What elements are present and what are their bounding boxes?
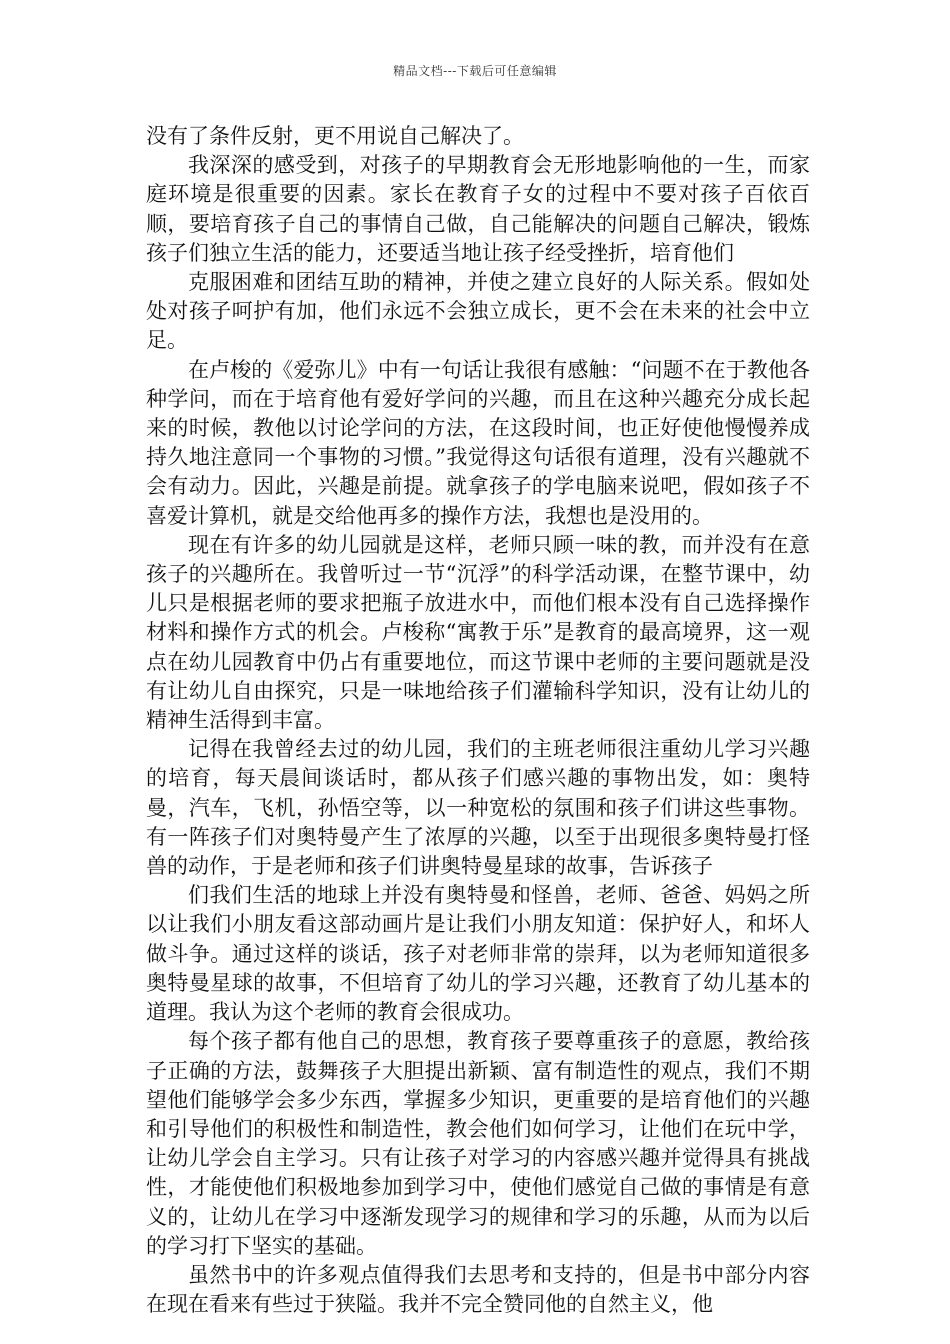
paragraph: 虽然书中的许多观点值得我们去思考和支持的，但是书中部分内容在现在看来有些过于狭隘。我并不完全赞同他的自然主义，他: [146, 1262, 810, 1317]
paragraph: 在卢梭的《爱弥儿》中有一句话让我很有感触：“问题不在于教他各种学问，而在于培育他有爱好学问的兴趣，而且在这种兴趣充分成长起来的时候，教他以讨论学问的方法，在这段时间，也正好使他慢慢养成持久地注意同一个事物的习惯。”我觉得这句话很有道理，没有兴趣就不会有动力。因此，兴趣是前提。就拿孩子的学电脑来说吧，假如孩子不喜爱计算机，就是交给他再多的操作方法，我想也是没用的。: [146, 357, 810, 528]
paragraph: 记得在我曾经去过的幼儿园，我们的主班老师很注重幼儿学习兴趣的培育，每天晨间谈话时，都从孩子们感兴趣的事物出发，如：奥特曼，汽车，飞机，孙悟空等，以一种宽松的氛围和孩子们讲这些事物。有一阵孩子们对奥特曼产生了浓厚的兴趣，以至于出现很多奥特曼打怪兽的动作，于是老师和孩子们讲奥特曼星球的故事，告诉孩子: [146, 737, 810, 879]
paragraph: 们我们生活的地球上并没有奥特曼和怪兽，老师、爸爸、妈妈之所以让我们小朋友看这部动画片是让我们小朋友知道：保护好人，和坏人做斗争。通过这样的谈话，孩子对老师非常的崇拜，以为老师知道很多奥特曼星球的故事，不但培育了幼儿的学习兴趣，还教育了幼儿基本的道理。我认为这个老师的教育会很成功。: [146, 883, 810, 1025]
page-header: 精品文档---下载后可任意编辑: [393, 64, 557, 78]
paragraph: 我深深的感受到，对孩子的早期教育会无形地影响他的一生，而家庭环境是很重要的因素。家长在教育子女的过程中不要对孩子百依百顺，要培育孩子自己的事情自己做，自己能解决的问题自己解决，锻炼孩子们独立生活的能力，还要适当地让孩子经受挫折，培育他们: [146, 153, 810, 265]
paragraph: 现在有许多的幼儿园就是这样，老师只顾一味的教，而并没有在意孩子的兴趣所在。我曾听过一节“沉浮”的科学活动课，在整节课中，幼儿只是根据老师的要求把瓶子放进水中，而他们根本没有自己选择操作材料和操作方式的机会。卢梭称“寓教于乐”是教育的最高境界，这一观点在幼儿园教育中仍占有重要地位，而这节课中老师的主要问题就是没有让幼儿自由探究，只是一味地给孩子们灌输科学知识，没有让幼儿的精神生活得到丰富。: [146, 532, 810, 733]
paragraph: 克服困难和团结互助的精神，并使之建立良好的人际关系。假如处处对孩子呵护有加，他们永远不会独立成长，更不会在未来的社会中立足。: [146, 270, 810, 353]
paragraph: 没有了条件反射，更不用说自己解决了。: [146, 124, 524, 148]
paragraph: 每个孩子都有他自己的思想，教育孩子要尊重孩子的意愿，教给孩子正确的方法，鼓舞孩子大胆提出新颖、富有制造性的观点，我们不期望他们能够学会多少东西，掌握多少知识，更重要的是培育他们的兴趣和引导他们的积极性和制造性，教会他们如何学习，让他们在玩中学，让幼儿学会自主学习。只有让孩子对学习的内容感兴趣并觉得具有挑战性，才能使他们积极地参加到学习中，使他们感觉自己做的事情是有意义的，让幼儿在学习中逐渐发现学习的规律和学习的乐趣，从而为以后的学习打下坚实的基础。: [146, 1029, 810, 1258]
document-body: [146, 122, 810, 1319]
